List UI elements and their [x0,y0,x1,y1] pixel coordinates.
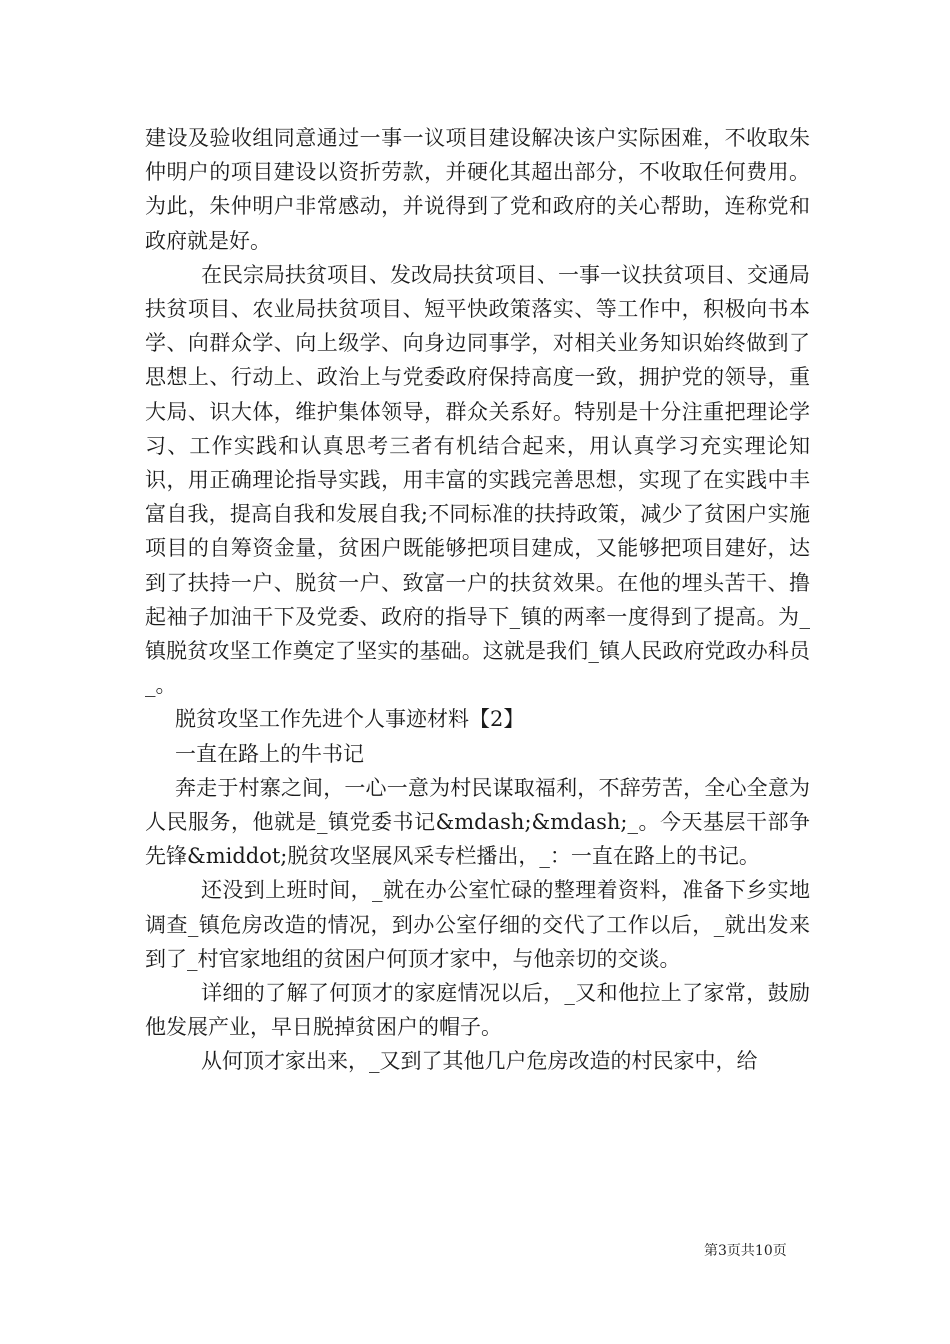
paragraph-visit: 详细的了解了何顶才的家庭情况以后，_又和他拉上了家常，鼓励他发展产业，早日脱掉贫困户的帽子。 [145,981,810,1040]
page-number-footer: 第3页共10页 [704,1243,787,1259]
document-body [145,121,810,1079]
paragraph-other-households: 从何顶才家出来，_又到了其他几户危房改造的村民家中，给 [201,1049,758,1074]
paragraph-office: 还没到上班时间，_就在办公室忙碌的整理着资料，准备下乡实地调查_镇危房改造的情况，到办公室仔细的交代了工作以后，_就出发来到了_村官家地组的贫困户何顶才家中，与他亲切的交谈。 [145,878,810,971]
paragraph-continuation: 建设及验收组同意通过一事一议项目建设解决该户实际困难，不收取朱仲明户的项目建设以资折劳款，并硬化其超出部分，不收取任何费用。为此，朱仲明户非常感动，并说得到了党和政府的关心帮助，连称党和政府就是好。 [145,126,810,253]
section-subtitle: 一直在路上的牛书记 [175,741,364,766]
paragraph-intro: 奔走于村寨之间，一心一意为村民谋取福利，不辞劳苦，全心全意为人民服务，他就是_镇党委书记&mdash;&mdash;_。今天基层干部争先锋&middot;脱贫攻坚展风采专栏播出，_：一直在路上的书记。 [145,775,810,869]
paragraph-work-summary: 在民宗局扶贫项目、发改局扶贫项目、一事一议扶贫项目、交通局扶贫项目、农业局扶贫项目、短平快政策落实、等工作中，积极向书本学、向群众学、向上级学、向身边同事学，对相关业务知识始终做到了思想上、行动上、政治上与党委政府保持高度一致，拥护党的领导，重大局、识大体，维护集体领导，群众关系好。特别是十分注重把理论学习、工作实践和认真思考三者有机结合起来，用认真学习充实理论知识，用正确理论指导实践，用丰富的实践完善思想，实现了在实践中丰富自我，提高自我和发展自我;不同标准的扶持政策，减少了贫困户实施项目的自筹资金量，贫困户既能够把项目建成，又能够把项目建好，达到了扶持一户、脱贫一户、致富一户的扶贫效果。在他的埋头苦干、撸起袖子加油干下及党委、政府的指导下_镇的两率一度得到了提高。为_镇脱贫攻坚工作奠定了坚实的基础。这就是我们_镇人民政府党政办科员_。 [145,262,810,698]
section-title: 脱贫攻坚工作先进个人事迹材料【2】 [175,707,525,732]
